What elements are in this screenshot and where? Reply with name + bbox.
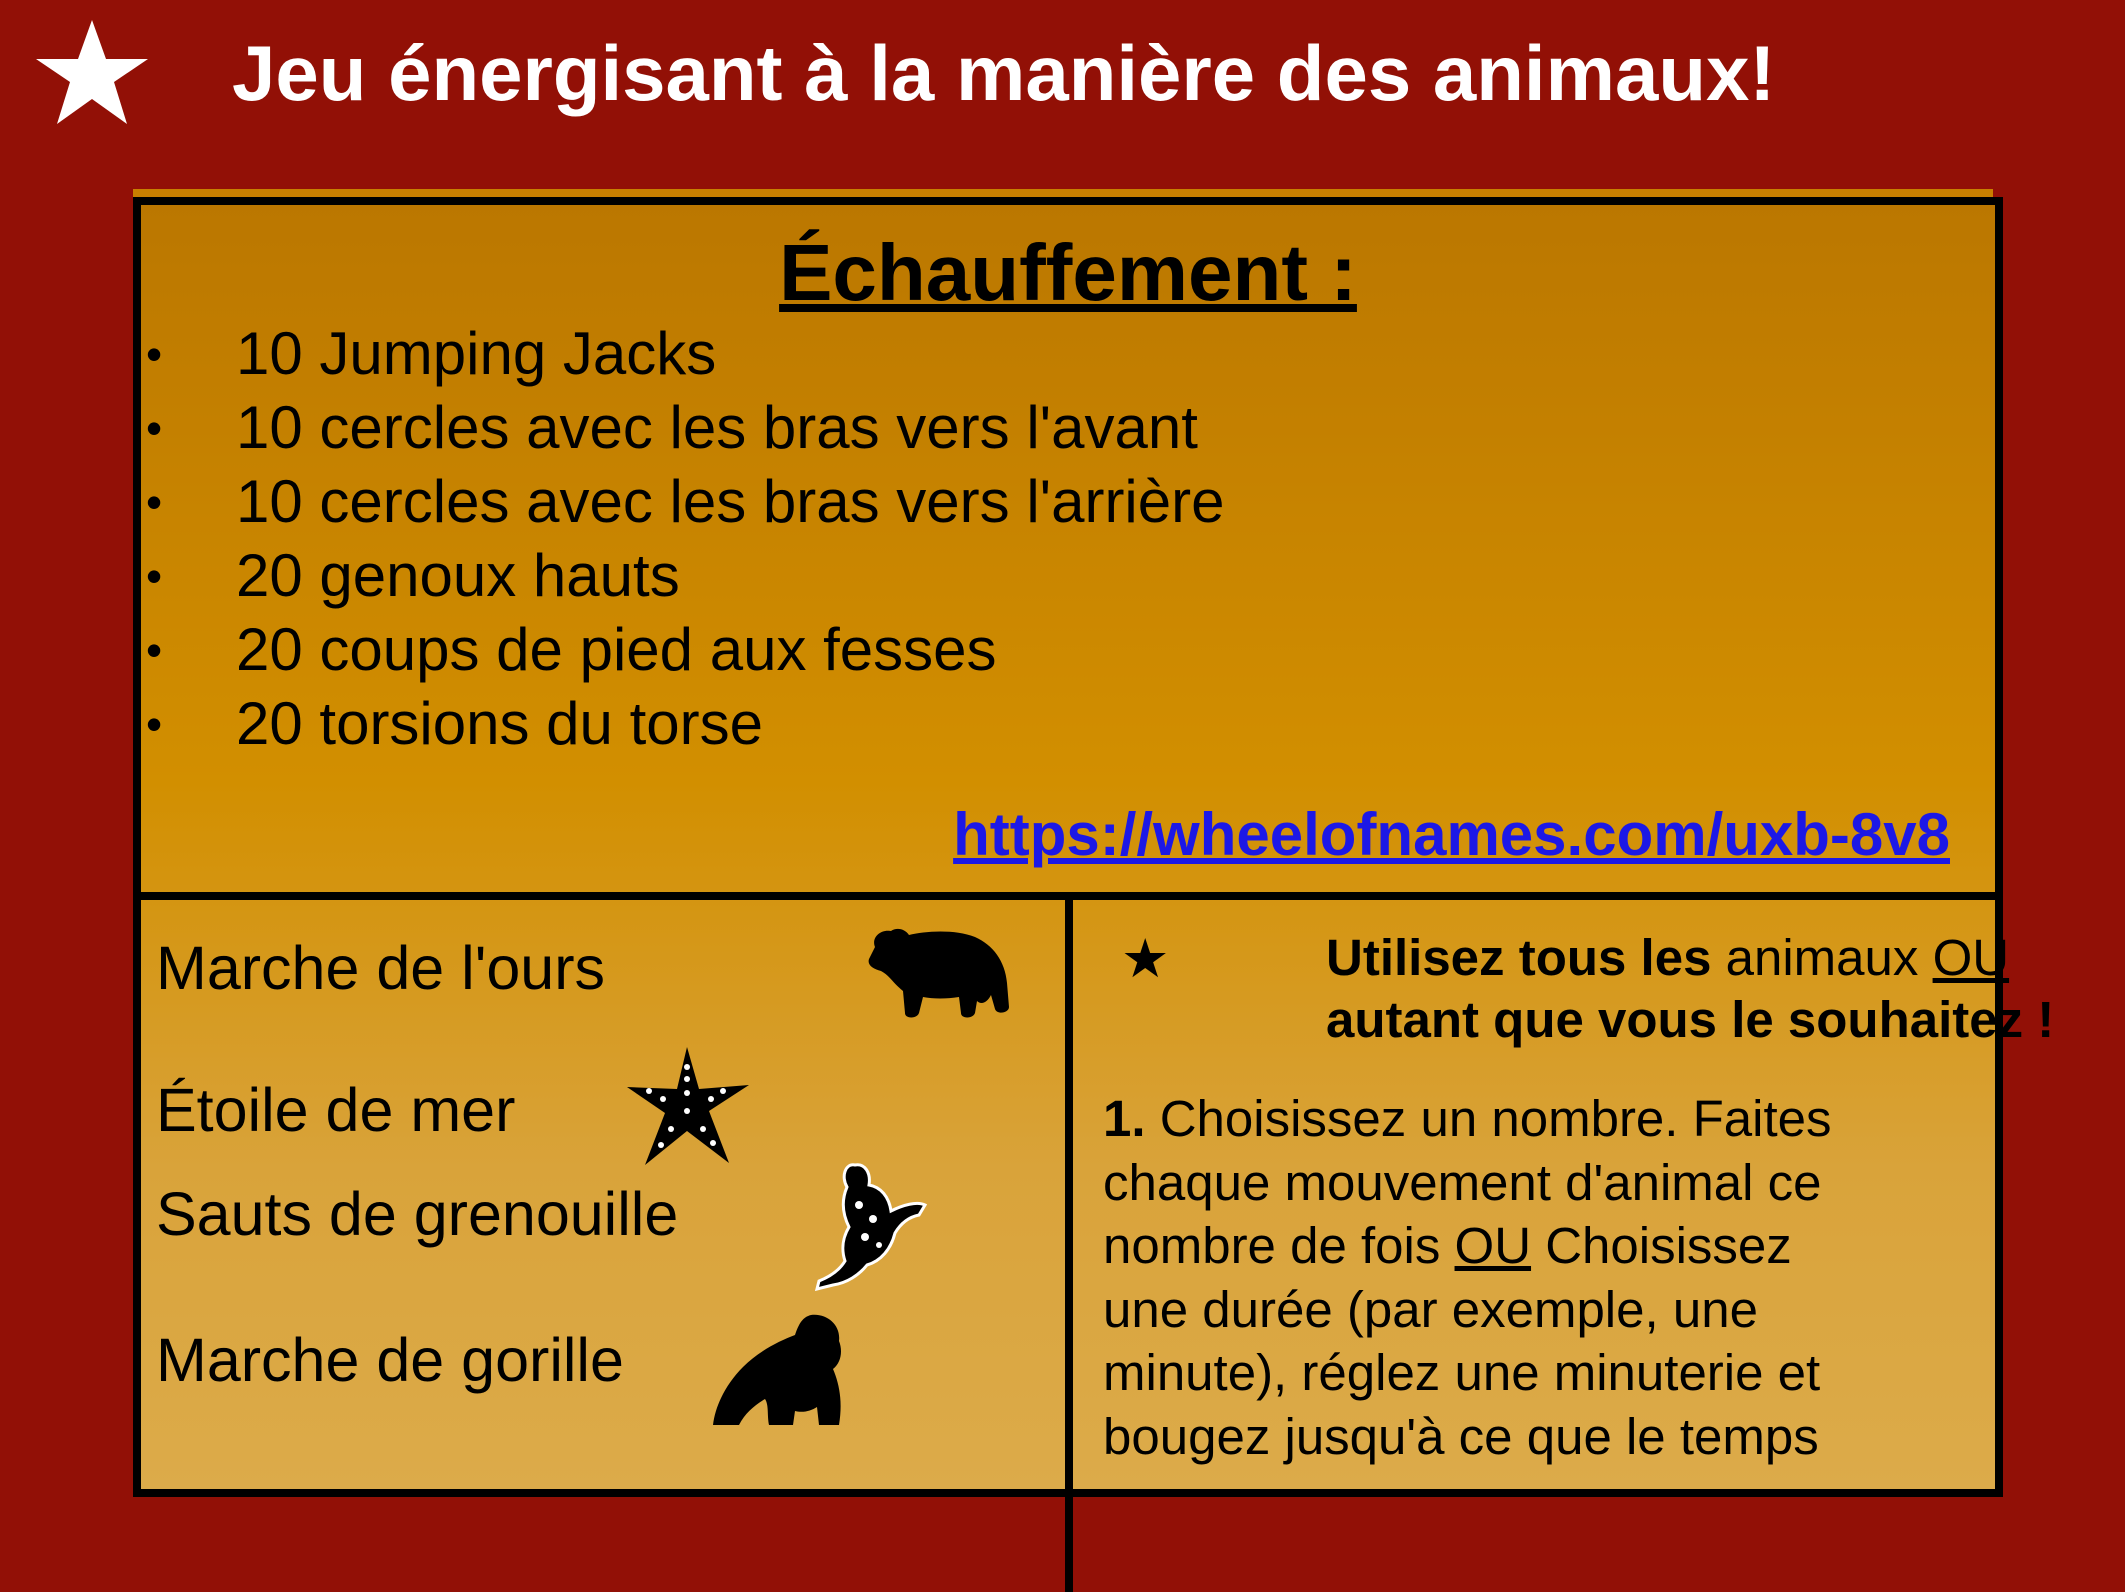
bullet: •	[146, 698, 163, 750]
column-divider	[1065, 892, 1073, 1592]
page-title: Jeu énergisant à la manière des animaux!	[232, 29, 1776, 117]
frog-icon	[807, 1157, 931, 1291]
bullet: •	[146, 328, 163, 380]
bullet: •	[146, 550, 163, 602]
bear-icon	[863, 925, 1013, 1021]
star-icon	[30, 18, 154, 128]
gorilla-icon	[707, 1311, 857, 1429]
activity-panel	[133, 197, 2055, 1497]
animal-label-gorilla: Marche de gorille	[156, 1326, 624, 1394]
or-word-2: OU	[1454, 1217, 1532, 1274]
wheel-of-names-link[interactable]: https://wheelofnames.com/uxb-8v8	[953, 801, 1950, 868]
use-all-rest: autant que vous le souhaitez !	[1326, 991, 2055, 1048]
or-word: OU	[1932, 929, 2010, 986]
bullet: •	[146, 476, 163, 528]
list-item	[146, 317, 1224, 391]
instruction-line: Choisissez un nombre. Faites	[1145, 1090, 1832, 1147]
instruction-line: nombre de fois	[1103, 1217, 1455, 1274]
instruction-line: minute), réglez une minuterie et	[1103, 1344, 1821, 1401]
animal-label-starfish: Étoile de mer	[156, 1076, 516, 1144]
instruction-line: Choisissez	[1531, 1217, 1792, 1274]
instruction-line: chaque mouvement d'animal ce	[1103, 1153, 1822, 1211]
use-all-bold: Utilisez tous les	[1326, 929, 1712, 986]
list-item	[146, 465, 1224, 539]
step-one-text	[1103, 1087, 1983, 1468]
star-bullet-icon: ★	[1121, 929, 1170, 989]
warmup-list	[146, 317, 1224, 761]
step-number: 1.	[1103, 1090, 1146, 1147]
list-item	[146, 613, 1224, 687]
list-item	[146, 539, 1224, 613]
warmup-item-label: 10 cercles avec les bras vers l'arrière	[236, 468, 1225, 535]
list-item	[146, 391, 1224, 465]
use-all-animals: animaux	[1725, 929, 1919, 986]
starfish-icon	[625, 1045, 755, 1169]
use-all-text	[1326, 927, 2125, 1051]
warmup-section	[141, 205, 1995, 893]
warmup-title: Échauffement :	[779, 228, 1357, 317]
bullet: •	[146, 402, 163, 454]
warmup-item-label: 20 coups de pied aux fesses	[236, 616, 997, 683]
instruction-line: bougez jusqu'à ce que le temps	[1103, 1407, 1819, 1465]
warmup-item-label: 20 torsions du torse	[236, 690, 763, 757]
list-item	[146, 687, 1224, 761]
animal-label-frog: Sauts de grenouille	[156, 1180, 679, 1248]
warmup-item-label: 10 Jumping Jacks	[236, 320, 717, 387]
warmup-item-label: 10 cercles avec les bras vers l'avant	[236, 394, 1198, 461]
panel-top-strip	[133, 189, 1993, 197]
instruction-line: une durée (par exemple, une	[1103, 1280, 1758, 1338]
bullet: •	[146, 624, 163, 676]
warmup-item-label: 20 genoux hauts	[236, 542, 680, 609]
animal-label-bear: Marche de l'ours	[156, 934, 606, 1002]
